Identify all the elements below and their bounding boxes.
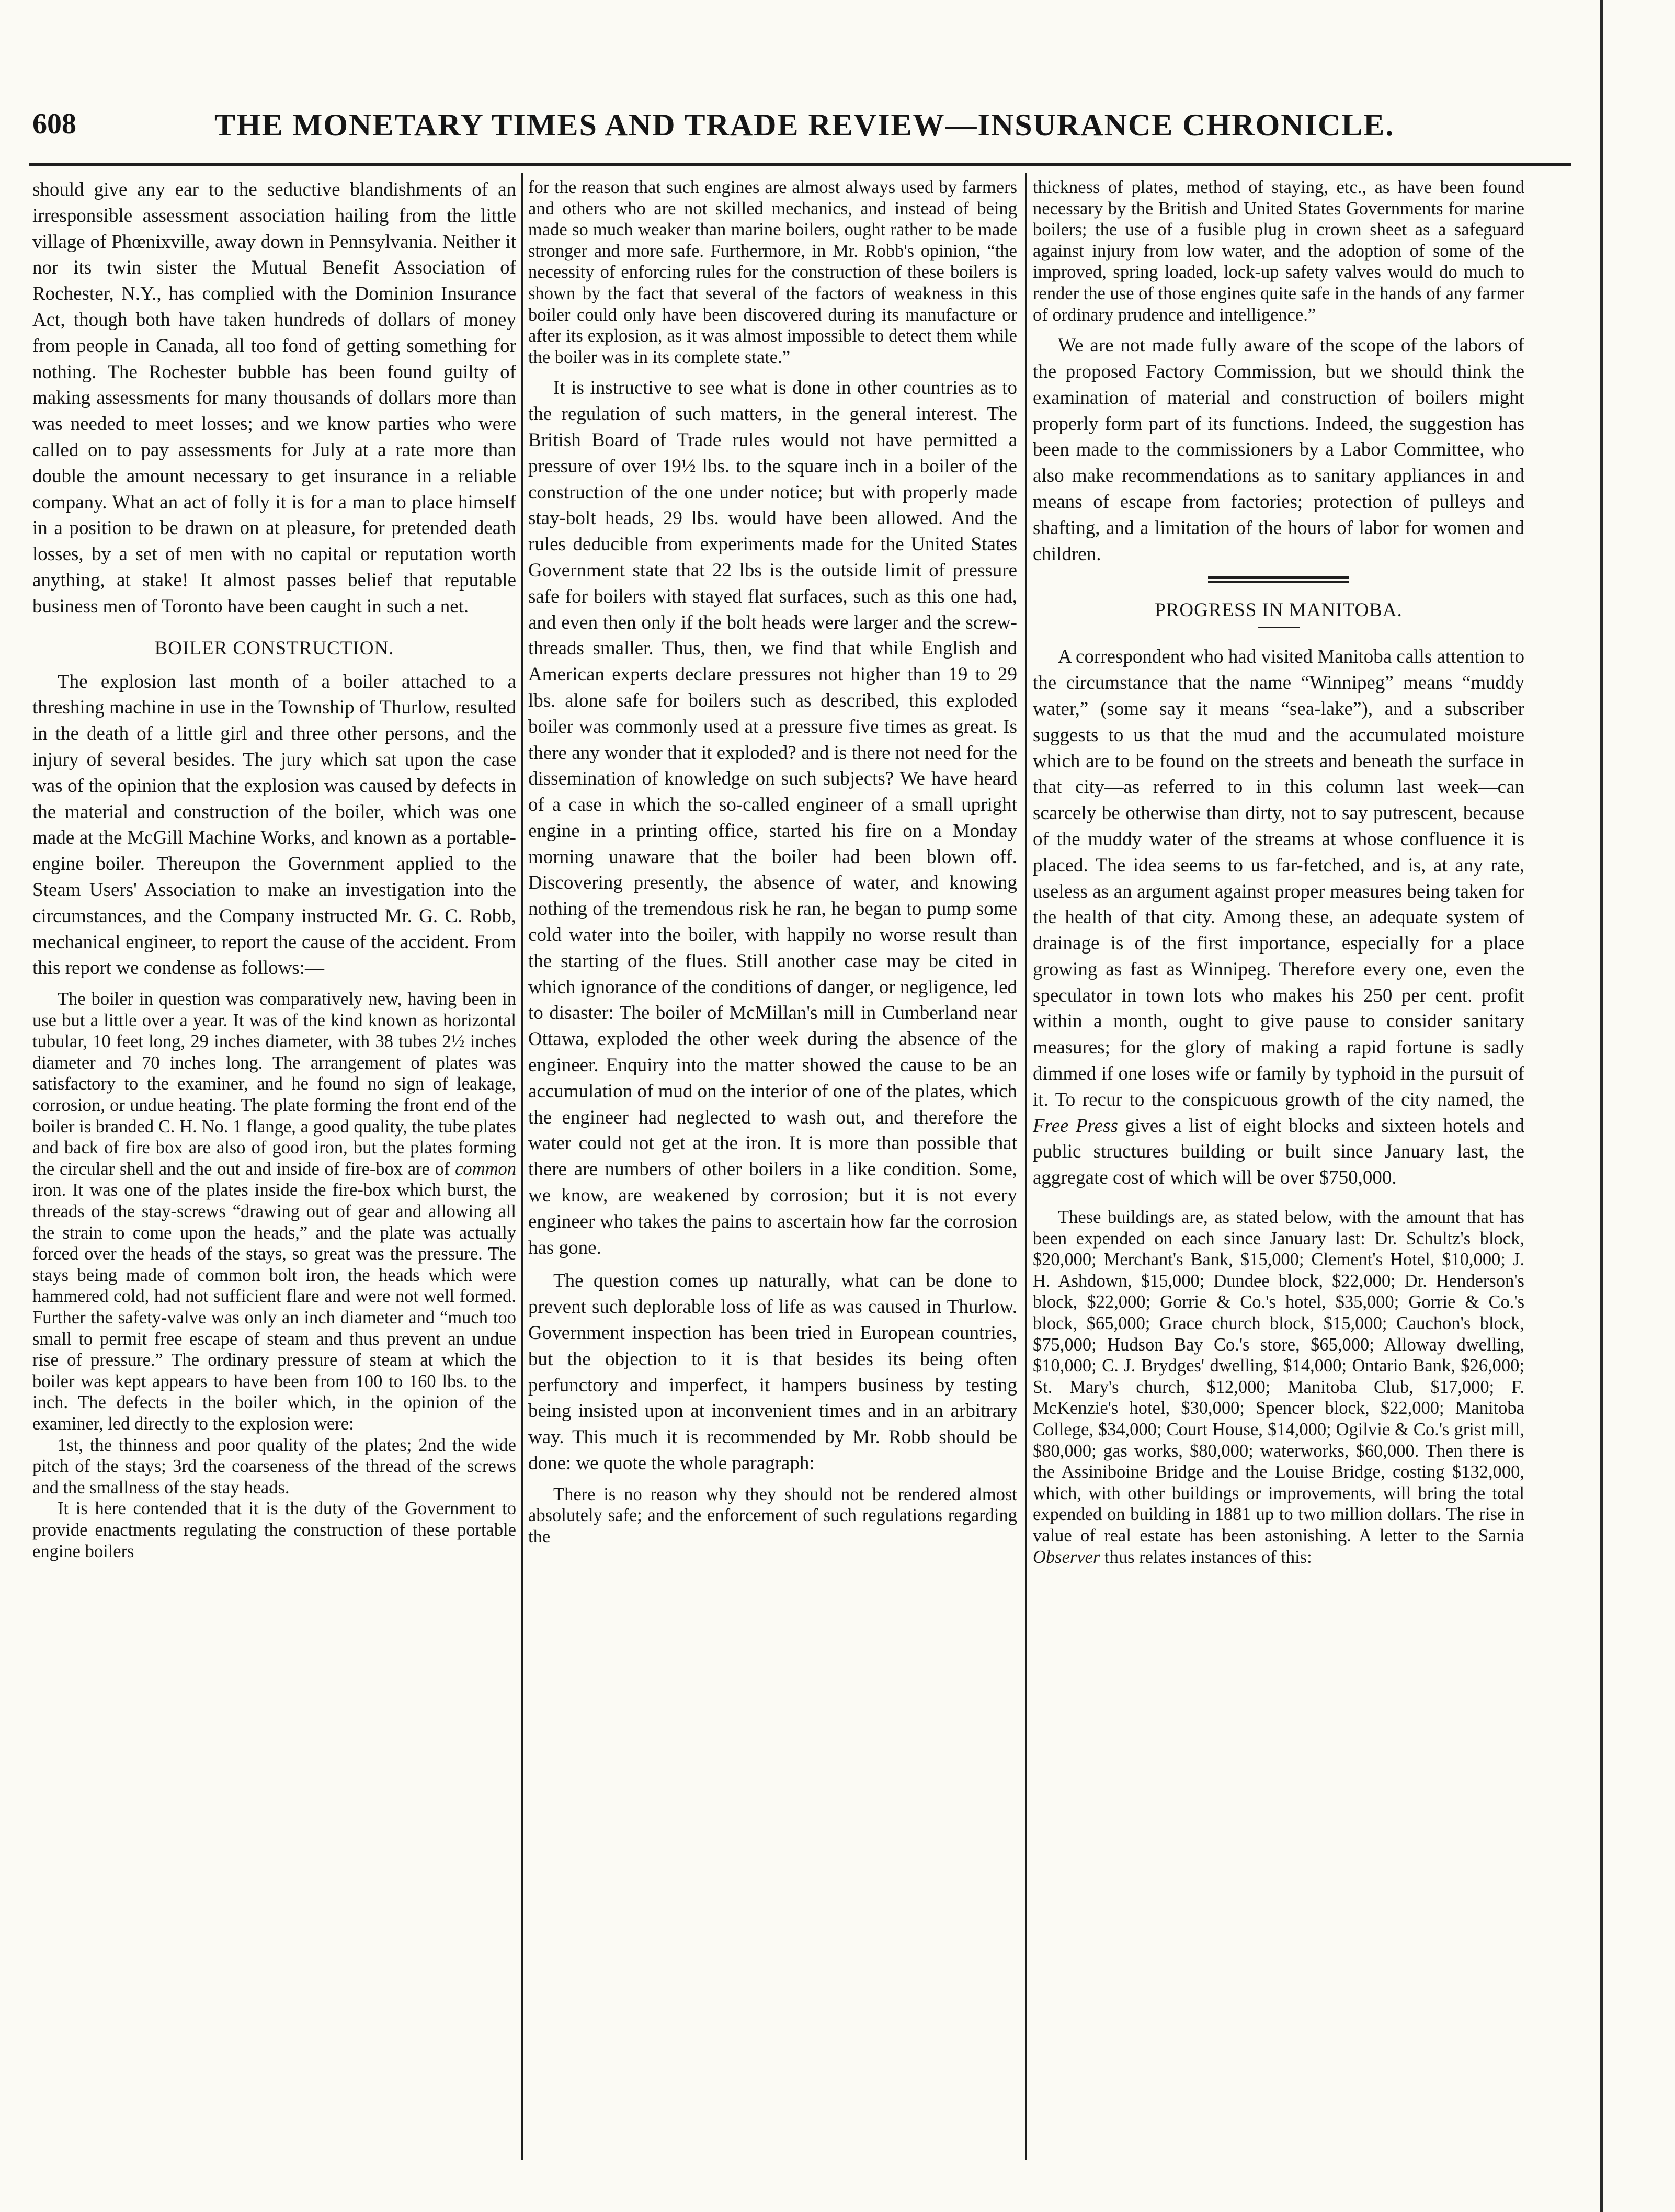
col3-paragraph-1: thickness of plates, method of staying, etc., as have been found necessary by the British and United States Governments for marine boilers; the use of a fusible plug in crown sheet as a safeguard against injury from low water, and the adoption of some of the improved, spring loaded, lock-up safety valves would do much to render the use of those engines quite safe in the hands of any farmer of ordinary prudence and intelligence.” xyxy=(1033,177,1524,325)
column-2 xyxy=(528,177,1017,1548)
running-title: THE MONETARY TIMES AND TRADE REVIEW—INSURANCE CHRONICLE. xyxy=(214,108,1395,142)
column-1 xyxy=(32,177,516,1562)
column-rule-left xyxy=(521,173,523,2160)
column-3 xyxy=(1033,177,1524,1568)
column-rule-right xyxy=(1025,173,1027,2160)
col2-paragraph-3: The question comes up naturally, what can be done to prevent such deplorable loss of life as was caused in Thurlow. Government inspection has been tried in European countries, but the objection to it is that besides its being often perfunctory and imperfect, it hampers business by testing being insisted upon at inconvenient times and in an arbitrary way. This much it is recommended by Mr. Robb should be done: we quote the whole paragraph: xyxy=(528,1270,1017,1474)
col3-paragraph-3: A correspondent who had visited Manitoba calls attention to the circumstance that the name “Winnipeg” means “muddy water,” (some say it means “sea-lake”), and a subscriber suggests to us that the mud and the accumulated moisture which are to be found on the streets and beneath the surface in that city—as referred to in this column last week—can scarcely be otherwise than dirty, not to say putrescent, because of the muddy water of the streams at whose confluence it is placed. The idea seems to us far-fetched, and is, at any rate, useless as an argument against proper measures being taken for the health of that city. Among these, an adequate system of drainage is of the first importance, especially for a place growing as fast as Winnipeg. Therefore every one, even the speculator in town lots who makes his 250 per cent. profit within a month, ought to give pause to consider sanitary measures; for the glory of making a rapid fortune is sadly dimmed if one loses wife or family by typhoid in the pursuit of it. To recur to the conspicuous growth of the city named, the Free Press gives a list of eight blocks and sixteen hotels and public structures building or built since January last, the aggregate cost of which will be over $750,000. xyxy=(1033,646,1524,1189)
col1-paragraph-5: It is here contended that it is the duty of the Government to provide enactments regulating the construction of these portable engine boilers xyxy=(32,1499,516,1561)
heading-dash-rule xyxy=(1258,627,1300,628)
col2-paragraph-2: It is instructive to see what is done in other countries as to the regulation of such matters, in the general interest. The British Board of Trade rules would not have permitted a pressure of over 19½ lbs. to the square inch in a boiler of the construction of the one under notice; but with properly made stay-bolt heads, 29 lbs. would have been allowed. And the rules deducible from experiments made for the United States Government state that 22 lbs is the outside limit of pressure safe for boilers with stayed flat surfaces, such as this one had, and even then only if the bolt heads were larger and the screw-threads smaller. Thus, then, we find that while English and American experts declare pressures not higher than 19 to 29 lbs. alone safe for boilers such as described, this exploded boiler was commonly used at a pressure five times as great. Is there any wonder that it exploded? and is there not need for the dissemination of knowledge on such subjects? We have heard of a case in which the so-called engineer of a small upright engine in a printing office, started his fire on a Monday morning unaware that the boiler had been blown off. Discovering presently, the absence of water, and knowing nothing of the tremendous risk he ran, he began to pump some cold water into the boiler, with happily no worse result than the starting of the flues. Still another case may be cited in which ignorance of the conditions of danger, or negligence, led to disaster: The boiler of McMillan's mill in Cumberland near Ottawa, exploded the other week during the absence of the engineer. Enquiry into the matter showed the cause to be an accumulation of mud on the interior of one of the plates, which the engineer had neglected to wash out, and therefore the water could not get at the iron. It is more than possible that there are numbers of other boilers in a like condition. Some, we know, are weakened by corrosion; but it is not every engineer who takes the pains to ascertain how far the corrosion has gone. xyxy=(528,377,1018,1258)
progress-in-manitoba-heading: PROGRESS IN MANITOBA. xyxy=(1155,599,1403,621)
header-rule xyxy=(29,163,1571,166)
boiler-construction-heading: BOILER CONSTRUCTION. xyxy=(154,637,394,659)
page-number: 608 xyxy=(32,108,76,140)
col2-paragraph-1: for the reason that such engines are almost always used by farmers and others who are not skilled mechanics, and instead of being made so much weaker than marine boilers, ought rather to be made stronger and more safe. Furthermore, in Mr. Robb's opinion, “the necessity of enforcing rules for the construction of these boilers is shown by the fact that several of the factors of weakness in this boiler could only have been discovered during its manufacture or after its explosion, as it was almost impossible to detect them while the boiler was in its complete state.” xyxy=(528,177,1017,367)
col1-paragraph-4: 1st, the thinness and poor quality of the plates; 2nd the wide pitch of the stays; 3rd the coarseness of the thread of the screws and the smallness of the stay heads. xyxy=(32,1435,516,1498)
page-edge-rule xyxy=(1600,0,1603,2212)
section-double-rule xyxy=(1208,576,1349,583)
col3-paragraph-2: We are not made fully aware of the scope of the labors of the proposed Factory Commission, but we should think the examination of material and construction of boilers might properly form part of its functions. Indeed, the suggestion has been made to the commissioners by a Labor Committee, who also make recommendations as to sanitary appliances in and means of escape from factories; protection of pulleys and shafting, and a limitation of the hours of labor for women and children. xyxy=(1033,335,1524,565)
col1-paragraph-3: The boiler in question was comparatively new, having been in use but a little over a year. It was of the kind known as horizontal tubular, 10 feet long, 29 inches diameter, with 38 tubes 2½ inches diameter and 70 inches long. The arrangement of plates was satisfactory to the examiner, and he found no sign of leakage, corrosion, or undue heating. The plate forming the front end of the boiler is branded C. H. No. 1 flange, a good quality, the tube plates and back of fire box are also of good iron, but the plates forming the circular shell and the out and inside of fire-box are of common iron. It was one of the plates inside the fire-box which burst, the threads of the stay-screws “drawing out of gear and allowing all the strain to come upon the heads,” and the plate was actually forced over the heads of the stays, so great was the pressure. The stays being made of common bolt iron, the heads which were hammered cold, had not sufficient flare and were not well formed. Further the safety-valve was only an inch diameter and “much too small to permit free escape of steam and thus prevent an undue rise of pressure.” The ordinary pressure of steam at which the boiler was kept appears to have been from 100 to 160 lbs. to the inch. The defects in the boiler which, in the opinion of the examiner, led directly to the explosion were: xyxy=(32,989,516,1434)
col1-paragraph-2: The explosion last month of a boiler attached to a threshing machine in use in the Township of Thurlow, resulted in the death of a little girl and three other persons, and the injury of several besides. The jury which sat upon the case was of the opinion that the explosion was caused by defects in the material and construction of the boiler, which was one made at the McGill Machine Works, and known as a portable-engine boiler. Thereupon the Government applied to the Steam Users' Association to make an investigation into the circumstances, and the Company instructed Mr. G. C. Robb, mechanical engineer, to report the cause of the accident. From this report we condense as follows:— xyxy=(32,671,516,979)
col1-paragraph-1: should give any ear to the seductive blandishments of an irresponsible assessment association hailing from the little village of Phœnixville, away down in Pennsylvania. Neither it nor its twin sister the Mutual Benefit Association of Rochester, N.Y., has complied with the Dominion Insurance Act, though both have taken hundreds of dollars of money from people in Canada, all too fond of getting something for nothing. The Rochester bubble has been found guilty of making assessments for many thousands of dollars more than was needed to meet losses; and we know parties who were called on to pay assessments for July at a rate more than double the amount necessary to get insurance in a reliable company. What an act of folly it is for a man to place himself in a position to be drawn on at pleasure, for pretended death losses, by a set of men with no capital or reputation worth anything, at stake! It almost passes belief that reputable business men of Toronto have been caught in such a net. xyxy=(32,179,516,617)
col3-paragraph-4: These buildings are, as stated below, with the amount that has been expended on each since January last: Dr. Schultz's block, $20,000; Merchant's Bank, $15,000; Clement's Hotel, $10,000; J. H. Ashdown, $15,000; Dundee block, $22,000; Dr. Henderson's block, $22,000; Gorrie & Co.'s hotel, $35,000; Gorrie & Co.'s block, $65,000; Grace church block, $15,000; Cauchon's block, $75,000; Hudson Bay Co.'s store, $65,000; Alloway dwelling, $10,000; C. J. Brydges' dwelling, $14,000; Ontario Bank, $26,000; St. Mary's church, $12,000; Manitoba Club, $17,000; F. McKenzie's hotel, $30,000; Spencer block, $22,000; Manitoba College, $34,000; Court House, $14,000; Ogilvie & Co.'s grist mill, $80,000; gas works, $80,000; waterworks, $60,000. Then there is the Assiniboine Bridge and the Louise Bridge, costing $132,000, which, with other buildings or improvements, will bring the total expended on building in 1881 up to two million dollars. The rise in value of real estate has been astonishing. A letter to the Sarnia Observer thus relates instances of this: xyxy=(1033,1207,1524,1567)
col2-paragraph-4: There is no reason why they should not be rendered almost absolutely safe; and the enforcement of such regulations regarding the xyxy=(528,1484,1017,1547)
